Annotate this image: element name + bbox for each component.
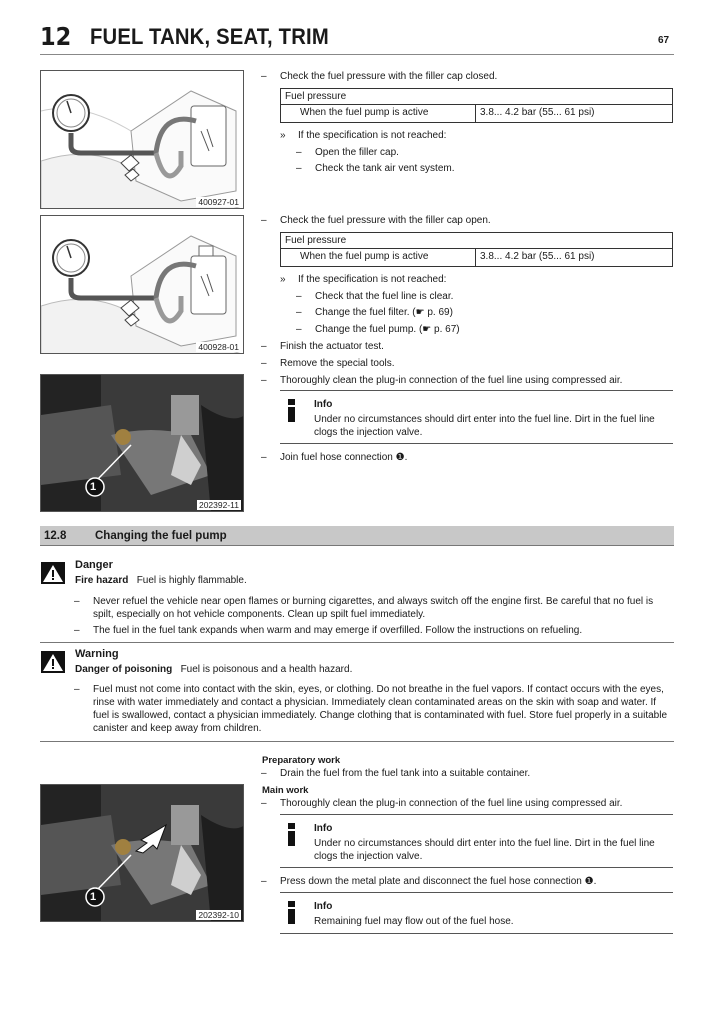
step-remove-tools: – Remove the special tools. bbox=[280, 357, 680, 370]
spec-value: 3.8... 4.2 bar (55... 61 psi) bbox=[480, 107, 595, 118]
substep-open-filler-cap: – Open the filler cap. bbox=[315, 146, 675, 159]
spec-table-pressure-open bbox=[280, 232, 673, 267]
main-work-heading: Main work bbox=[262, 785, 309, 796]
figure-pressure-gauge-open bbox=[40, 215, 244, 354]
header-divider bbox=[40, 54, 674, 55]
chapter-number: 12 bbox=[40, 22, 72, 51]
substep-check-vent: – Check the tank air vent system. bbox=[315, 162, 675, 175]
spec-header: Fuel pressure bbox=[281, 233, 672, 249]
warning-hazard-label: Danger of poisoning bbox=[75, 664, 173, 675]
engine-photo-illustration bbox=[41, 375, 244, 512]
info-icon bbox=[286, 823, 296, 847]
warning-hazard-text: Fuel is poisonous and a health hazard. bbox=[180, 664, 353, 675]
info-icon bbox=[286, 399, 296, 423]
info-text: Under no circumstances should dirt enter into the fuel line. Dirt in the fuel line clogs the injection valve. bbox=[314, 838, 655, 862]
section-number: 12.8 bbox=[44, 530, 67, 542]
preparatory-work-heading: Preparatory work bbox=[262, 755, 341, 766]
step-clean-connection: – Thoroughly clean the plug-in connection of the fuel line using compressed air. bbox=[280, 374, 680, 387]
main-step-clean-connection: – Thoroughly clean the plug-in connection of the fuel line using compressed air. bbox=[280, 797, 680, 810]
warning-hazard-line bbox=[75, 663, 675, 676]
figure-label: 202392-11 bbox=[198, 500, 239, 510]
info-title: Info bbox=[314, 399, 333, 410]
divider bbox=[40, 741, 674, 742]
danger-hazard-text: Fuel is highly flammable. bbox=[136, 575, 247, 586]
condition-text: » If the specification is not reached: bbox=[298, 129, 678, 142]
substep-change-fuel-pump-link[interactable]: – Change the fuel pump. (☛ p. 67) bbox=[315, 323, 675, 336]
warning-item-contact: – Fuel must not come into contact with the skin, eyes, or clothing. Do not breathe in the fuel vapors. If contact occurs with the eyes, rinse with water immediately and contact a physician. Immediately clean contaminated areas on the skin with soap and water. If fuel is swallowed, contact a physician immediately. Change clothing that is contaminated with fuel. Store fuel properly in a suitable canister and keep away from children. bbox=[93, 683, 667, 735]
danger-hazard-line bbox=[75, 574, 675, 587]
engine-photo-illustration bbox=[41, 785, 244, 922]
danger-title: Danger bbox=[75, 559, 113, 571]
figure-fuel-hose-connection-photo bbox=[40, 374, 244, 512]
warning-title: Warning bbox=[75, 648, 119, 660]
info-box bbox=[280, 814, 673, 868]
spec-key: When the fuel pump is active bbox=[281, 105, 476, 122]
spec-header: Fuel pressure bbox=[281, 89, 672, 105]
figure-label: 400928-01 bbox=[198, 342, 239, 352]
section-title: Changing the fuel pump bbox=[95, 530, 227, 542]
chapter-title: FUEL TANK, SEAT, TRIM bbox=[90, 24, 329, 49]
figure-pressure-gauge-closed bbox=[40, 70, 244, 209]
step-finish-actuator-test: – Finish the actuator test. bbox=[280, 340, 680, 353]
gauge-diagram-illustration bbox=[41, 71, 244, 209]
prep-step-drain-fuel: – Drain the fuel from the fuel tank into a suitable container. bbox=[280, 767, 680, 780]
main-step-disconnect-hose: – Press down the metal plate and disconnect the fuel hose connection ❶. bbox=[280, 875, 680, 888]
spec-key: When the fuel pump is active bbox=[281, 249, 476, 266]
divider bbox=[40, 642, 674, 643]
info-box bbox=[280, 892, 673, 934]
step-join-fuel-hose: – Join fuel hose connection ❶. bbox=[280, 451, 680, 464]
figure-label: 400927-01 bbox=[198, 197, 239, 207]
info-box bbox=[280, 390, 673, 444]
spec-table-pressure-closed bbox=[280, 88, 673, 123]
page-number: 67 bbox=[658, 35, 670, 46]
info-icon bbox=[286, 901, 296, 925]
danger-item-expansion: – The fuel in the fuel tank expands when warm and may emerge if overfilled. Follow the instructions on refueling. bbox=[93, 624, 667, 637]
info-title: Info bbox=[314, 823, 333, 834]
figure-callout-number: 1 bbox=[90, 891, 97, 903]
danger-item-refuel: – Never refuel the vehicle near open flames or burning cigarettes, and always switch off the engine first. Be careful that no fuel is spilt, especially on hot vehicle components. Clean up spilt fuel immediately. bbox=[93, 595, 667, 621]
gauge-diagram-illustration bbox=[41, 216, 244, 354]
spec-value: 3.8... 4.2 bar (55... 61 psi) bbox=[480, 251, 595, 262]
danger-hazard-label: Fire hazard bbox=[75, 575, 129, 586]
substep-change-fuel-filter-link[interactable]: – Change the fuel filter. (☛ p. 69) bbox=[315, 306, 675, 319]
figure-callout-number: 1 bbox=[90, 481, 97, 493]
info-text: Under no circumstances should dirt enter into the fuel line. Dirt in the fuel line clogs the injection valve. bbox=[314, 414, 655, 438]
danger-warning-triangle-icon bbox=[41, 562, 65, 584]
figure-fuel-hose-disconnect-photo bbox=[40, 784, 244, 922]
warning-triangle-icon bbox=[41, 651, 65, 673]
info-title: Info bbox=[314, 901, 333, 912]
substep-check-fuel-line: – Check that the fuel line is clear. bbox=[315, 290, 675, 303]
step-check-pressure-closed: – Check the fuel pressure with the filler cap closed. bbox=[280, 70, 680, 83]
condition-text: » If the specification is not reached: bbox=[298, 273, 678, 286]
info-text: Remaining fuel may flow out of the fuel hose. bbox=[314, 916, 514, 927]
step-check-pressure-open: – Check the fuel pressure with the filler cap open. bbox=[280, 214, 680, 227]
figure-label: 202392-10 bbox=[198, 910, 239, 920]
